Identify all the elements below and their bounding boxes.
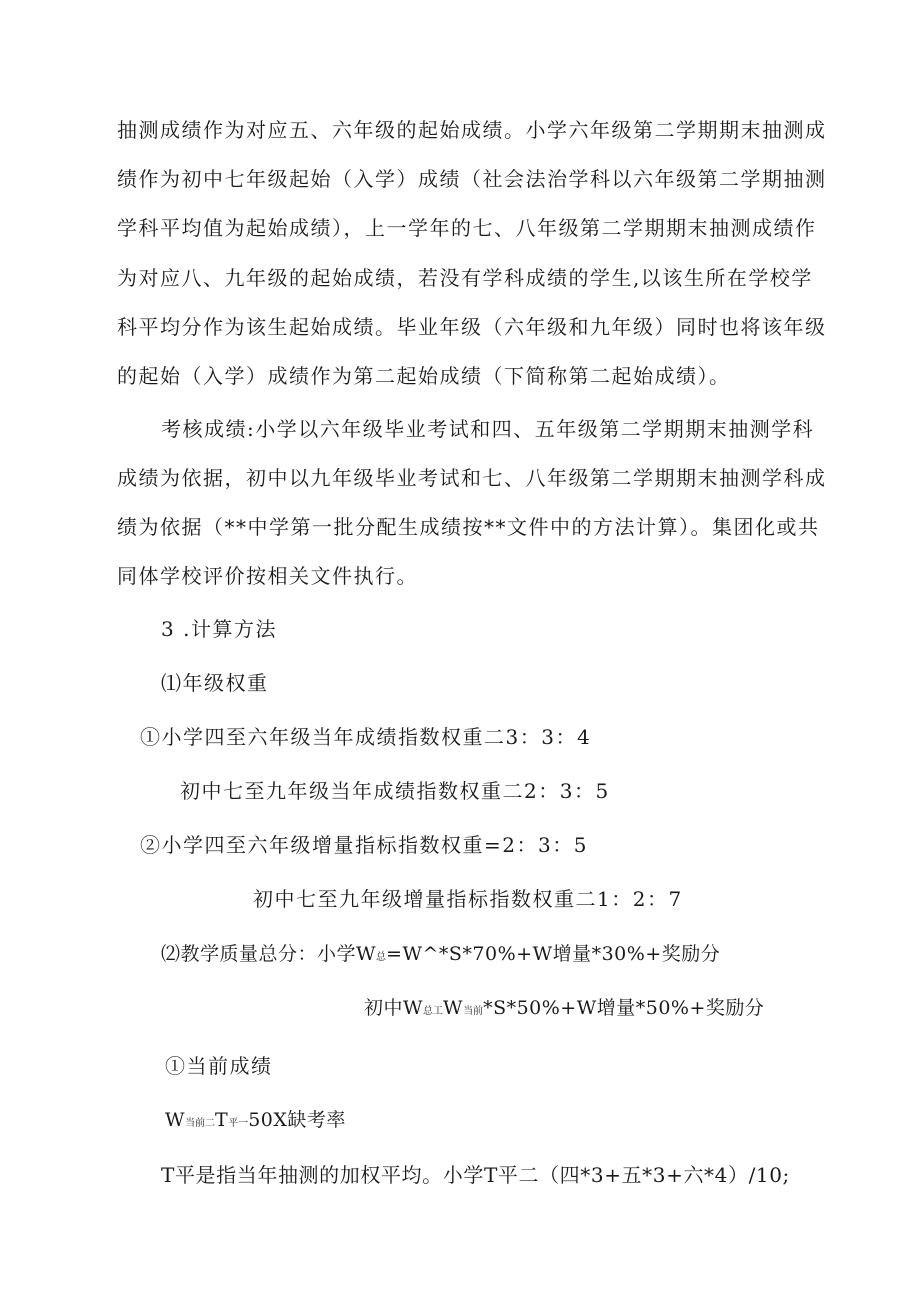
current-score-heading: ①当前成绩 [165,1054,273,1078]
formula-t: T [215,1109,229,1131]
weight-primary-increment: ②小学四至六年级增量指标指数权重=2：3：5 [140,833,588,857]
total-score-formula-junior [364,994,764,1026]
weight-junior-increment: 初中七至九年级增量指标指数权重二1：2：7 [253,887,683,911]
t-average-definition: T平是指当年抽测的加权平均。小学T平二（四*3+五*3+六*4）/10; [161,1163,790,1187]
section-3-heading: 3 .计算方法 [161,617,277,641]
paragraph-1-line-2: 绩作为初中七年级起始（入学）成绩（社会法治学科以六年级第二学期抽测 [117,167,827,191]
total-score-junior-subscript-2: 当前 [463,1006,484,1017]
paragraph-2-line-1: 考核成绩:小学以六年级毕业考试和四、五年级第二学期期末抽测学科 [161,417,815,441]
paragraph-1-line-3: 学科平均值为起始成绩），上一学年的七、八年级第二学期期末抽测成绩作 [117,216,817,240]
formula-rest: 50X缺考率 [248,1109,346,1131]
total-score-junior-rest: *S*50%+W增量*50%+奖励分 [483,997,765,1019]
total-score-primary-rest: =W^*S*70%+W增量*30%+奖励分 [386,943,721,965]
paragraph-2-line-4: 同体学校评价按相关文件执行。 [117,564,418,588]
current-score-formula [165,1106,346,1138]
total-score-junior-prefix: 初中W [364,997,424,1019]
total-score-primary-prefix: ⑵教学质量总分：小学W [161,943,377,965]
paragraph-1-line-1: 抽测成绩作为对应五、六年级的起始成绩。小学六年级第二学期期末抽测成 [117,118,827,142]
total-score-junior-subscript-1: 总工 [423,1006,444,1017]
total-score-formula-primary [161,940,720,972]
formula-subscript-2: 平一 [228,1118,249,1129]
paragraph-1-line-6: 的起始（入学）成绩作为第二起始成绩（下简称第二起始成绩）。 [117,364,731,388]
paragraph-1-line-4: 为对应八、九年级的起始成绩，若没有学科成绩的学生,以该生所在学校学 [117,266,813,290]
formula-subscript-1: 当前二 [185,1118,216,1129]
total-score-junior-mid: W [443,997,464,1019]
weight-primary-current: ①小学四至六年级当年成绩指数权重二3：3：4 [140,725,592,749]
weight-junior-current: 初中七至九年级当年成绩指数权重二2：3：5 [180,779,610,803]
paragraph-1-line-5: 科平均分作为该生起始成绩。毕业年级（六年级和九年级）同时也将该年级 [117,315,827,339]
item-1-heading: ⑴年级权重 [161,671,269,695]
formula-w: W [165,1109,186,1131]
total-score-primary-subscript: 总 [376,952,387,963]
paragraph-2-line-2: 成绩为依据，初中以九年级毕业考试和七、八年级第二学期期末抽测学科成 [117,466,827,490]
paragraph-2-line-3: 绩为依据（**中学第一批分配生成绩按**文件中的方法计算）。集团化或共 [117,515,820,539]
